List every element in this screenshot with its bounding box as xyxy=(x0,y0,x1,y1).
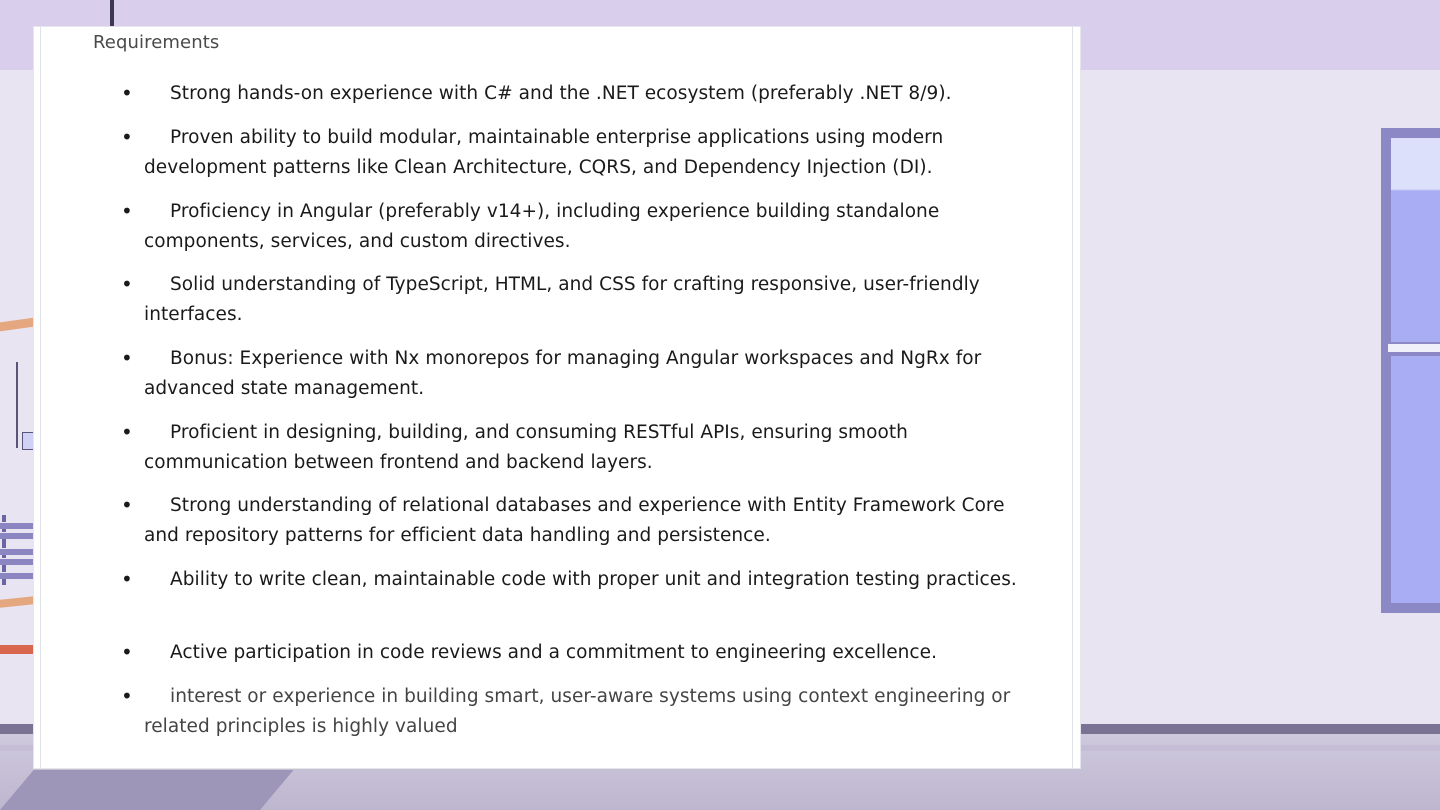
bullet-icon: • xyxy=(121,493,133,517)
bullet-icon: • xyxy=(121,420,133,444)
bullet-icon: • xyxy=(121,81,133,105)
background-window-bar xyxy=(1388,344,1440,352)
requirement-text: Solid understanding of TypeScript, HTML, and CSS for crafting responsive, user-friendly interfaces. xyxy=(144,274,980,325)
requirement-text: Strong understanding of relational databases and experience with Entity Framework Core and repository patterns for efficient data handling and persistence. xyxy=(144,495,1005,546)
requirement-text: Strong hands-on experience with C# and the .NET ecosystem (preferably .NET 8/9). xyxy=(170,83,952,104)
background-book xyxy=(0,572,34,579)
requirement-text: Proven ability to build modular, maintainable enterprise applications using modern development patterns like Clean Architecture, CQRS, and Dependency Injection (DI). xyxy=(144,127,944,178)
background-picture-frame xyxy=(16,362,18,448)
background-shelf-red xyxy=(0,645,34,654)
requirement-text: Active participation in code reviews and a commitment to engineering excellence. xyxy=(170,642,938,663)
bullet-icon: • xyxy=(121,567,133,591)
background-window-pane-top xyxy=(1391,138,1440,342)
background-window-pane-bottom xyxy=(1391,356,1440,603)
requirement-text: Bonus: Experience with Nx monorepos for managing Angular workspaces and NgRx for advanced state management. xyxy=(144,348,982,399)
background-book xyxy=(0,522,34,529)
section-heading: Requirements xyxy=(93,32,220,53)
background-book xyxy=(0,532,34,539)
bullet-icon: • xyxy=(121,684,133,708)
background-pole xyxy=(110,0,114,28)
requirement-text: interest or experience in building smart, user-aware systems using context engineering or related principles is highly valued xyxy=(144,686,1011,737)
document-edge-left xyxy=(40,27,41,768)
requirement-text: Proficient in designing, building, and consuming RESTful APIs, ensuring smooth communication between frontend and backend layers. xyxy=(144,422,908,473)
background-book xyxy=(0,548,34,555)
background-book xyxy=(0,558,34,565)
bullet-icon: • xyxy=(121,640,133,664)
document-edge-right xyxy=(1072,27,1073,768)
bullet-icon: • xyxy=(121,125,133,149)
bullet-icon: • xyxy=(121,346,133,370)
requirements-document xyxy=(34,27,1080,768)
bullet-icon: • xyxy=(121,272,133,296)
bullet-icon: • xyxy=(121,199,133,223)
requirement-text: Proficiency in Angular (preferably v14+), including experience building standalone components, services, and custom directives. xyxy=(144,201,940,252)
requirement-text: Ability to write clean, maintainable code with proper unit and integration testing practices. xyxy=(170,569,1017,590)
background-floor-shadow xyxy=(0,770,294,810)
